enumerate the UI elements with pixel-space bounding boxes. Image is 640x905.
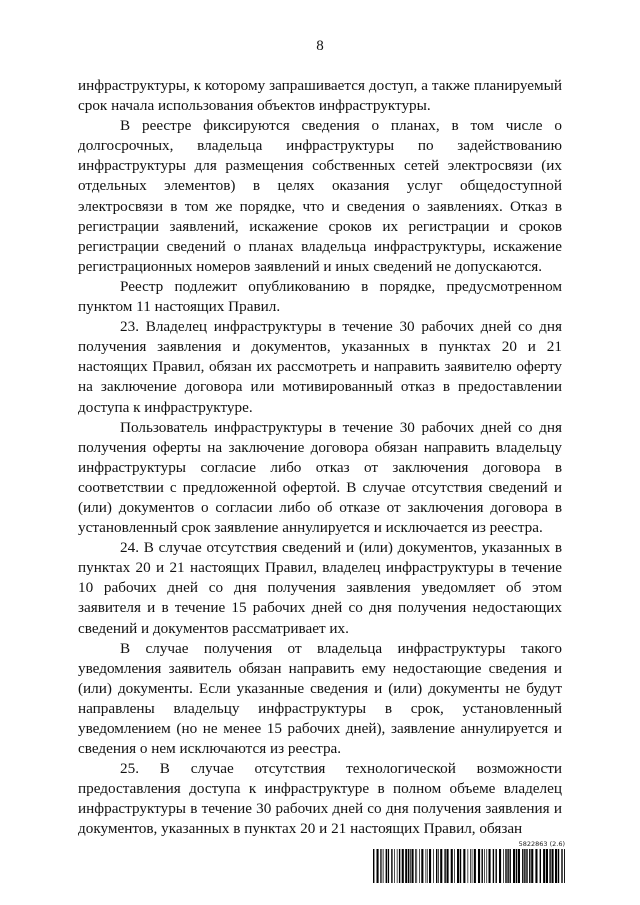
barcode-bar <box>426 849 427 883</box>
barcode-block <box>373 840 565 884</box>
barcode-bar <box>493 849 494 883</box>
barcode-bar <box>507 849 508 883</box>
barcode-bar <box>397 849 398 883</box>
barcode-bar <box>484 849 485 883</box>
barcode-bar <box>561 849 562 883</box>
barcode-bar <box>513 849 515 883</box>
barcode-bar <box>412 849 414 883</box>
barcode-bar <box>546 849 548 883</box>
document-body <box>78 76 562 840</box>
barcode-bar <box>408 849 409 883</box>
paragraph: В случае получения от владельца инфраструктуры такого уведомления заявитель обязан направить ему недостающие сведения и (или) документы. Если указанные сведения и (или) документы не будут направлены владельцу инфраструктуры в срок, установленный уведомлением (но не менее 15 рабочих дней), заявление аннулируется и сведения о нем исключаются из реестра. <box>78 639 562 758</box>
barcode-bar <box>474 849 476 883</box>
barcode-bar <box>470 849 471 883</box>
barcode-bar <box>460 849 461 883</box>
barcode-bar <box>531 849 533 883</box>
barcode-bar <box>457 849 459 883</box>
barcode-bar <box>427 849 428 883</box>
paragraph: 23. Владелец инфраструктуры в течение 30 рабочих дней со дня получения заявления и документов, указанных в пунктах 20 и 21 настоящих Правил, обязан их рассмотреть и направить заявителю оферту на заключение договора или мотивированный отказ в предоставлении доступа к инфраструктуре. <box>78 318 562 416</box>
barcode-bar <box>535 849 537 883</box>
barcode-bar <box>489 849 491 883</box>
barcode-bar <box>505 849 506 883</box>
barcode-bar <box>447 849 449 883</box>
barcode-bar <box>386 849 387 883</box>
barcode-bar <box>380 849 381 883</box>
barcode-bar <box>486 849 487 883</box>
paragraph: Пользователь инфраструктуры в течение 30 рабочих дней со дня получения оферты на заключение договора обязан направить владельцу инфраструктуры согласие либо отказ от заключения договора в соответствии с предложенной офертой. В случае отсутствия сведений и (или) документов о согласии либо об отказе от заключения договора в установленный срок заявление аннулируется и исключается из реестра. <box>78 418 562 537</box>
barcode-bar <box>510 849 511 883</box>
barcode-bar <box>454 849 455 883</box>
paragraph: 24. В случае отсутствия сведений и (или) документов, указанных в пунктах 20 и 21 настоящих Правил, владелец инфраструктуры в течение 10 рабочих дней со дня получения заявления уведомляет об этом заявителя и в течение 15 рабочих дней со дня получения недостающих сведений и документов рассматривает их. <box>78 539 562 637</box>
barcode-bar <box>419 849 420 883</box>
barcode-bar <box>416 849 417 883</box>
barcode-image <box>373 849 565 883</box>
barcode-bar <box>516 849 517 883</box>
barcode-bar <box>558 849 559 883</box>
barcode-bar <box>518 849 520 883</box>
barcode-bar <box>543 849 545 883</box>
barcode-bar <box>410 849 411 883</box>
barcode-bar <box>444 849 445 883</box>
barcode-bar <box>394 849 395 883</box>
barcode-bar <box>373 849 374 883</box>
barcode-bar <box>451 849 453 883</box>
paragraph: В реестре фиксируются сведения о планах, в том числе о долгосрочных, владельца инфраструктуры по задействованию инфраструктуры для размещения собственных сетей электросвязи (их отдельных элементов) в целях оказания услуг общедоступной электросвязи в том же порядке, что и сведения о заявлениях. Отказ в регистрации заявлений, искажение сроков их регистрации и сроков регистрации сведений о планах владельца инфраструктуры, искажение регистрационных номеров заявлений и иных сведений не допускаются. <box>78 117 562 275</box>
barcode-bar <box>388 849 389 883</box>
barcode-bar <box>415 849 416 883</box>
barcode-bar <box>468 849 469 883</box>
barcode-bar <box>383 849 384 883</box>
barcode-bar <box>463 849 465 883</box>
barcode-bar <box>429 849 431 883</box>
barcode-bar <box>529 849 530 883</box>
barcode-bar <box>564 849 565 883</box>
barcode-bar <box>381 849 382 883</box>
paragraph: 25. В случае отсутствия технологической возможности предоставления доступа к инфраструктуре в полном объеме владелец инфраструктуры в течение 30 рабочих дней со дня получения заявления и документов, указанных в пунктах 20 и 21 настоящих Правил, обязан <box>78 760 562 838</box>
barcode-bar <box>549 849 550 883</box>
paragraph: Реестр подлежит опубликованию в порядке, предусмотренном пунктом 11 настоящих Правил. <box>78 277 562 316</box>
barcode-bar <box>436 849 437 883</box>
barcode-bar <box>522 849 523 883</box>
barcode-bar <box>540 849 541 883</box>
barcode-bar <box>433 849 434 883</box>
barcode-bar <box>482 849 483 883</box>
barcode-bar <box>402 849 404 883</box>
barcode-bar <box>440 849 442 883</box>
page-number: 8 <box>316 38 324 54</box>
paragraph: инфраструктуры, к которому запрашивается доступ, а также планируемый срок начала использования объектов инфраструктуры. <box>78 77 562 115</box>
barcode-bar <box>377 849 379 883</box>
barcode-bar <box>524 849 525 883</box>
barcode-bar <box>399 849 400 883</box>
barcode-bar <box>503 849 504 883</box>
barcode-caption: 5822863 (2.6) <box>518 840 565 848</box>
barcode-bar <box>496 849 497 883</box>
barcode-bar <box>405 849 407 883</box>
barcode-bar <box>526 849 527 883</box>
barcode-bar <box>472 849 473 883</box>
barcode-bar <box>552 849 554 883</box>
barcode-bar <box>438 849 439 883</box>
barcode-bar <box>499 849 501 883</box>
barcode-bar <box>391 849 392 883</box>
barcode-bar <box>555 849 557 883</box>
barcode-bar <box>478 849 480 883</box>
barcode-bar <box>421 849 423 883</box>
